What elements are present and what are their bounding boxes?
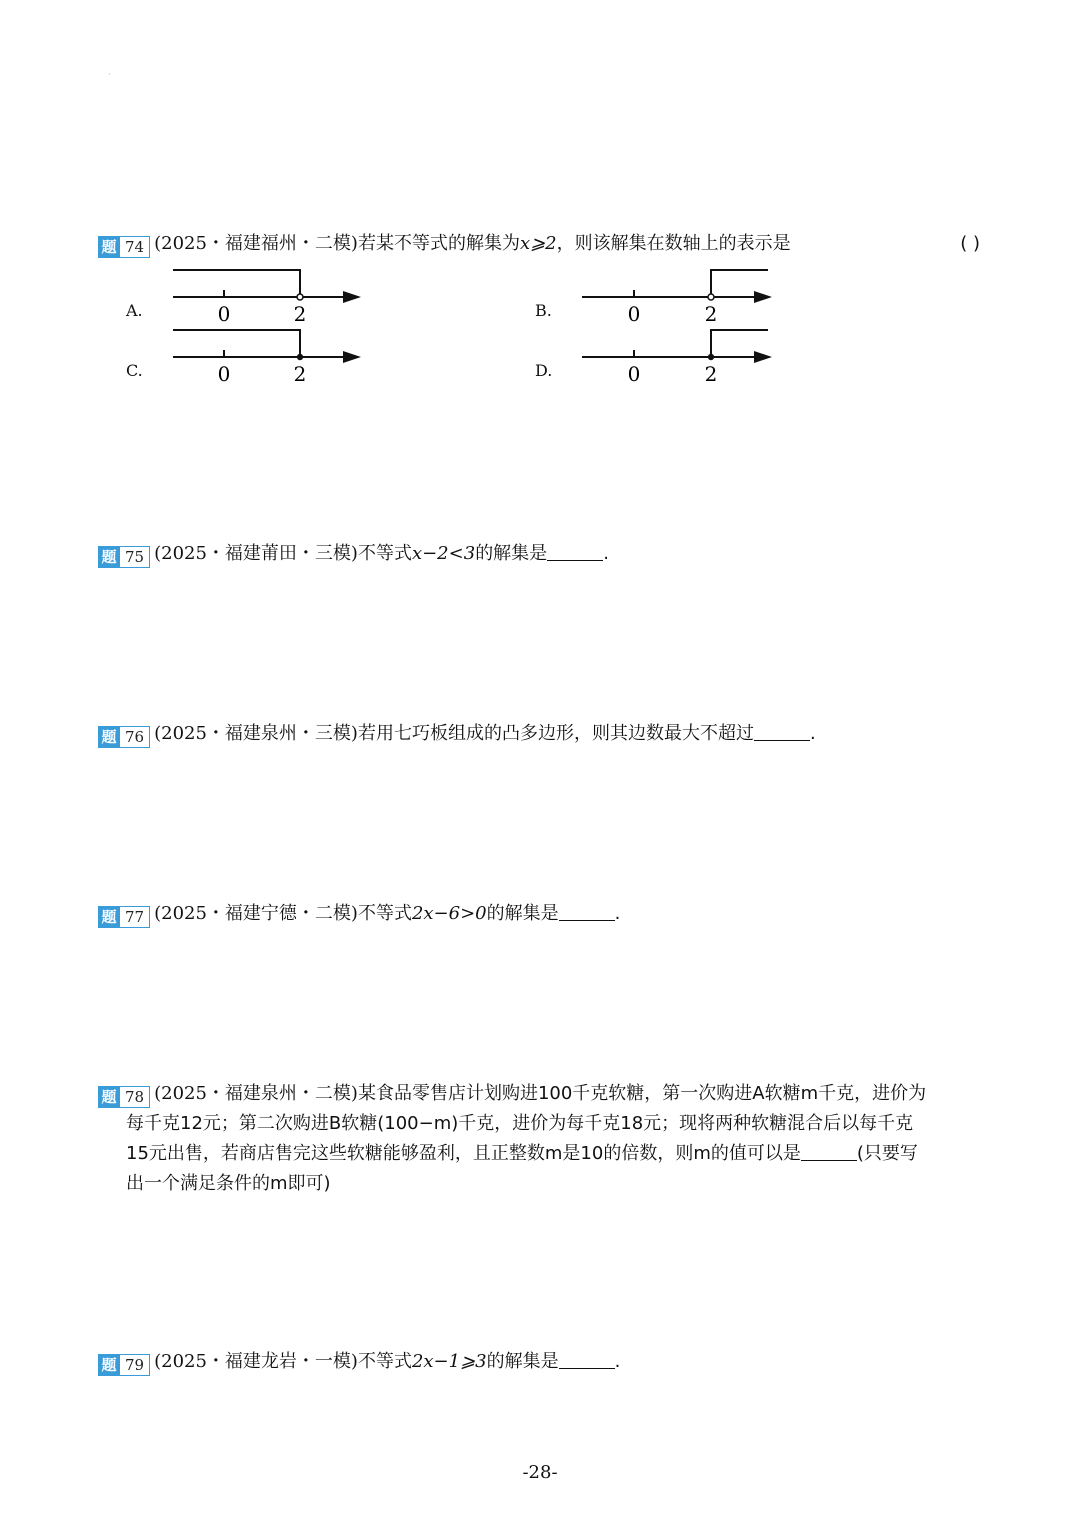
answer-blank[interactable] (559, 1348, 615, 1369)
question-78-line-2: 每千克12元；第二次购进B软糖(100−m)千克，进价为每千克18元；现将两种软糖混合后以每千克 (126, 1113, 914, 1134)
badge-ti: 题 (98, 236, 120, 258)
math-expression: 2x−6>0 (411, 903, 487, 924)
question-source: (2025・福建泉州・三模) (154, 723, 358, 744)
solution-bracket (711, 270, 768, 294)
axis-arrow (343, 351, 361, 363)
math-expression: x⩾2 (519, 233, 557, 254)
question-78-line-3 (98, 1139, 988, 1169)
answer-blank[interactable] (801, 1140, 857, 1161)
question-text: 若某不等式的解集为 (357, 233, 520, 254)
tick-label-0: 0 (217, 362, 231, 386)
period: . (809, 723, 816, 744)
question-text: 的解集是 (486, 903, 559, 924)
solution-bracket (173, 270, 300, 294)
question-text: 某食品零售店计划购进100千克软糖，第一次购进A软糖m千克，进价为 (357, 1083, 927, 1104)
badge-ti: 题 (98, 726, 120, 748)
period: . (614, 903, 621, 924)
question-75 (98, 539, 988, 569)
question-source: (2025・福建福州・二模) (154, 233, 358, 254)
question-76 (98, 719, 988, 749)
option-b-label: B. (535, 301, 552, 320)
badge-number: 76 (120, 726, 150, 748)
closed-endpoint (708, 354, 714, 360)
tick-label-2: 2 (704, 362, 718, 386)
tick-label-2: 2 (293, 362, 307, 386)
question-text: (只要写 (856, 1143, 918, 1164)
badge-ti: 题 (98, 906, 120, 928)
question-text: 不等式 (357, 543, 412, 564)
question-78 (98, 1079, 988, 1199)
badge-number: 78 (120, 1086, 150, 1108)
badge-ti: 题 (98, 1354, 120, 1376)
axis-arrow (754, 351, 772, 363)
badge-ti: 题 (98, 1086, 120, 1108)
question-77 (98, 899, 988, 929)
axis-arrow (754, 291, 772, 303)
question-badge (98, 236, 150, 258)
question-78-line-4: 出一个满足条件的m即可) (126, 1173, 331, 1194)
math-expression: x−2<3 (411, 543, 476, 564)
badge-number: 77 (120, 906, 150, 928)
badge-number: 74 (120, 236, 150, 258)
tick-label-2: 2 (704, 302, 718, 326)
answer-blank[interactable] (559, 900, 615, 921)
option-a-label: A. (126, 301, 143, 320)
answer-blank[interactable] (754, 720, 810, 741)
question-text: 若用七巧板组成的凸多边形，则其边数最大不超过 (357, 723, 754, 744)
closed-endpoint (297, 354, 303, 360)
question-text: 不等式 (357, 1351, 412, 1372)
option-b-number-line (576, 262, 786, 328)
option-d-number-line (576, 322, 786, 388)
question-text: 的解集是 (486, 1351, 559, 1372)
answer-blank[interactable] (547, 540, 603, 561)
tick-label-0: 0 (627, 302, 641, 326)
question-badge (98, 546, 150, 568)
open-endpoint (297, 294, 303, 300)
question-text: ，则该解集在数轴上的表示是 (556, 233, 791, 254)
option-c-number-line (165, 322, 375, 388)
badge-number: 75 (120, 546, 150, 568)
option-d-label: D. (535, 361, 553, 380)
math-expression: 2x−1⩾3 (411, 1351, 487, 1372)
axis-arrow (343, 291, 361, 303)
tick-label-0: 0 (217, 302, 231, 326)
page-number: -28- (522, 1462, 558, 1483)
question-text: 不等式 (357, 903, 412, 924)
open-endpoint (708, 294, 714, 300)
period: . (603, 543, 609, 564)
tick-label-0: 0 (627, 362, 641, 386)
question-text: 15元出售，若商店售完这些软糖能够盈利，且正整数m是10的倍数，则m的值可以是 (126, 1143, 801, 1164)
answer-bracket: ( ) (960, 233, 980, 254)
question-source: (2025・福建泉州・二模) (154, 1083, 358, 1104)
badge-number: 79 (120, 1354, 150, 1376)
question-text: 的解集是 (475, 543, 548, 564)
badge-ti: 题 (98, 546, 120, 568)
solution-bracket (173, 330, 300, 357)
question-source: (2025・福建宁德・二模) (154, 903, 358, 924)
question-badge (98, 726, 150, 748)
option-c-label: C. (126, 361, 143, 380)
question-source: (2025・福建莆田・三模) (154, 543, 358, 564)
question-78-line-1 (98, 1079, 988, 1109)
scan-dot: · (108, 70, 111, 79)
question-badge (98, 1086, 150, 1108)
question-source: (2025・福建龙岩・一模) (154, 1351, 358, 1372)
period: . (614, 1351, 621, 1372)
option-a-number-line (165, 262, 375, 328)
tick-label-2: 2 (293, 302, 307, 326)
question-badge (98, 1354, 150, 1376)
question-79 (98, 1347, 988, 1377)
question-badge (98, 906, 150, 928)
question-74 (98, 229, 988, 259)
